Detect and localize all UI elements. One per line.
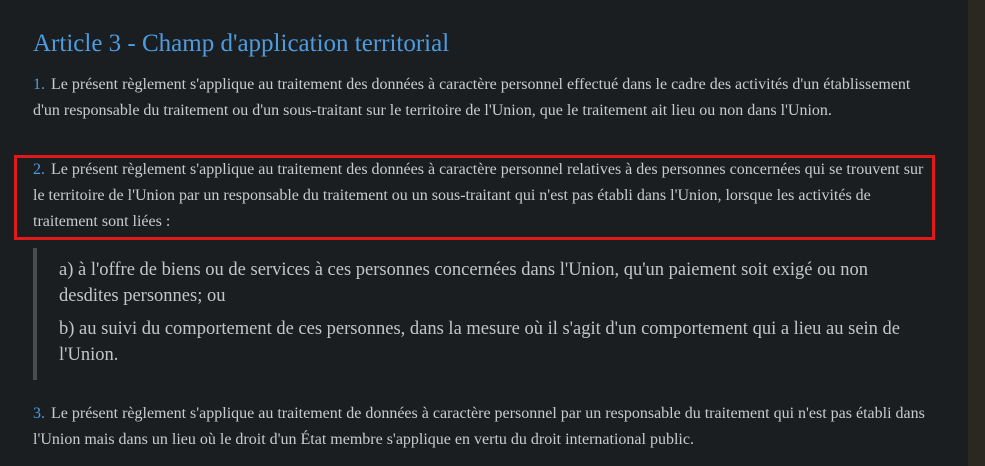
- paragraph-2-number: 2.: [33, 161, 45, 178]
- side-panel-edge: [968, 0, 985, 466]
- paragraph-2: [33, 157, 933, 235]
- subitem-a: a) à l'offre de biens ou de services à ces personnes concernées dans l'Union, qu'un paiement soit exigé ou non desdites personnes; ou: [59, 260, 869, 306]
- paragraph-2-text: Le présent règlement s'applique au traitement des données à caractère personnel relatives à des personnes concernées qui se trouvent sur le territoire de l'Union par un responsable du traitement ou un sous-traitant qui n'est pas établi dans l'Union, lorsque les activités de traitement sont liées :: [33, 161, 924, 230]
- blockquote-bar: [33, 248, 37, 380]
- paragraph-1: [33, 72, 933, 124]
- paragraph-3-text: Le présent règlement s'applique au traitement de données à caractère personnel par un responsable du traitement qui n'est pas établi dans l'Union mais dans un lieu où le droit d'un État membre s'applique en vertu du droit international public.: [33, 405, 925, 448]
- paragraph-1-text: Le présent règlement s'applique au traitement des données à caractère personnel effectué dans le cadre des activités d'un établissement d'un responsable du traitement ou d'un sous-traitant sur le territoire de l'Union, que le traitement ait lieu ou non dans l'Union.: [33, 76, 911, 119]
- paragraph-1-number: 1.: [33, 76, 45, 93]
- subitem-b: b) au suivi du comportement de ces personnes, dans la mesure où il s'agit d'un comportement qui a lieu au sein de l'Union.: [59, 319, 901, 365]
- paragraph-3-number: 3.: [33, 405, 45, 422]
- paragraph-3: [33, 401, 933, 453]
- article-title: Article 3 - Champ d'application territorial: [33, 30, 450, 57]
